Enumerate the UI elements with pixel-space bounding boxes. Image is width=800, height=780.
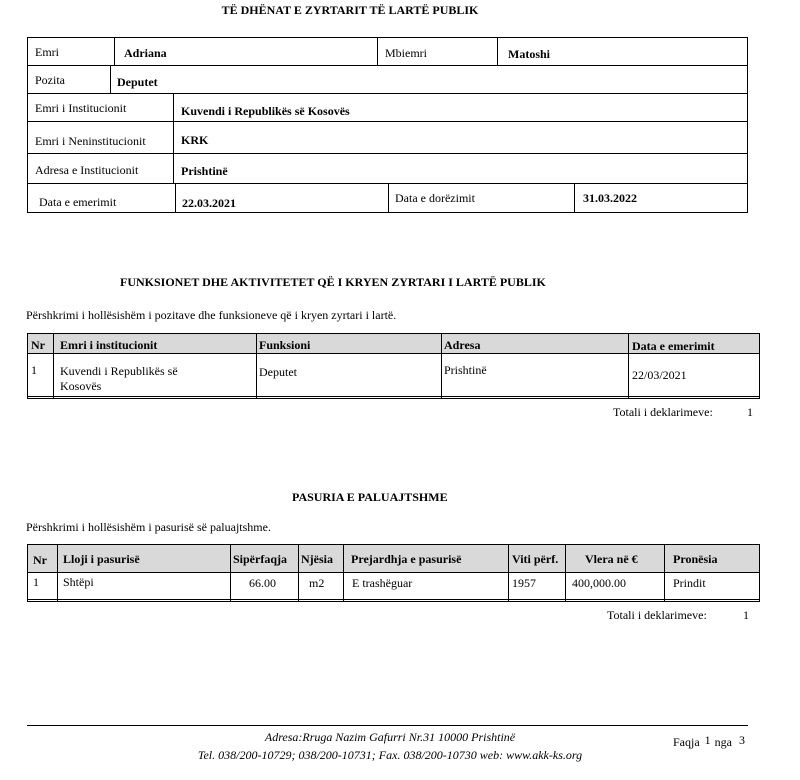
functions-section-title: FUNKSIONET DHE AKTIVITETET QË I KRYEN ZYRTARI I LARTË PUBLIK	[120, 275, 546, 289]
assets-row-unit: m2	[309, 576, 325, 590]
address-label: Adresa e Institucionit	[35, 163, 139, 177]
institution-value: Kuvendi i Republikës së Kosovës	[181, 104, 350, 118]
footer-address: Adresa:Rruga Nazim Gafurri Nr.31 10000 Prishtinë	[264, 730, 516, 744]
assets-header-value: Vlera në €	[585, 552, 638, 566]
page-number: 1	[704, 733, 711, 747]
functions-row-institution-line1: Kuvendi i Republikës së	[60, 364, 178, 378]
functions-row-nr: 1	[31, 363, 37, 377]
appointment-date-value: 22.03.2021	[182, 196, 236, 210]
sub-institution-label: Emri i Neninstitucionit	[35, 134, 146, 148]
page-total: 3	[739, 733, 745, 747]
address-value: Prishtinë	[181, 164, 228, 178]
first-name-value: Adriana	[124, 46, 167, 60]
assets-row-type: Shtëpi	[63, 575, 94, 589]
assets-row-value: 400,000.00	[572, 576, 626, 590]
assets-row-ownership: Prindit	[673, 576, 706, 590]
assets-header-origin: Prejardhja e pasurisë	[351, 552, 462, 566]
footer-divider	[27, 725, 748, 726]
functions-total-value: 1	[747, 405, 753, 419]
submission-date-label: Data e dorëzimit	[395, 191, 475, 205]
position-value: Deputet	[117, 75, 158, 89]
functions-header-function: Funksioni	[259, 338, 311, 352]
assets-header-nr: Nr	[33, 553, 47, 567]
assets-header-type: Lloji i pasurisë	[63, 552, 140, 566]
assets-header-area: Sipërfaqja	[233, 552, 287, 566]
sub-institution-value: KRK	[181, 133, 209, 147]
last-name-label: Mbiemri	[385, 46, 427, 60]
functions-header-date: Data e emerimit	[632, 339, 715, 353]
assets-total-label: Totali i deklarimeve:	[607, 608, 707, 622]
assets-header-ownership: Pronësia	[673, 552, 718, 566]
assets-total-value: 1	[743, 608, 749, 622]
functions-header-institution: Emri i institucionit	[60, 338, 158, 352]
appointment-date-label: Data e emerimit	[39, 195, 117, 209]
functions-total-label: Totali i deklarimeve:	[613, 405, 713, 419]
page-of-label: nga	[714, 735, 732, 749]
assets-row-area: 66.00	[249, 576, 276, 590]
assets-header-year: Viti përf.	[512, 552, 559, 566]
assets-row-origin: E trashëguar	[352, 576, 413, 590]
functions-row-date: 22/03/2021	[632, 368, 687, 382]
functions-row-institution-line2: Kosovës	[60, 379, 102, 393]
functions-row-address: Prishtinë	[444, 363, 487, 377]
last-name-value: Matoshi	[508, 47, 550, 61]
page-label: Faqja	[673, 735, 700, 749]
functions-row-function: Deputet	[259, 365, 297, 379]
assets-description: Përshkrimi i hollësishëm i pasurisë së paluajtshme.	[26, 520, 271, 534]
institution-label: Emri i Institucionit	[35, 101, 127, 115]
personal-section-title: TË DHËNAT E ZYRTARIT TË LARTË PUBLIK	[221, 3, 479, 17]
position-label: Pozita	[35, 73, 65, 87]
submission-date-value: 31.03.2022	[583, 191, 637, 205]
assets-header-unit: Njësia	[301, 552, 333, 566]
functions-header-nr: Nr	[31, 338, 45, 352]
assets-row-year: 1957	[512, 576, 536, 590]
page-indicator	[673, 735, 745, 750]
assets-row-nr: 1	[33, 575, 39, 589]
functions-description: Përshkrimi i hollësishëm i pozitave dhe funksioneve që i kryen zyrtari i lartë.	[26, 308, 397, 322]
first-name-label: Emri	[35, 45, 59, 59]
functions-header-address: Adresa	[444, 338, 481, 352]
assets-section-title: PASURIA E PALUAJTSHME	[292, 490, 448, 504]
footer-contacts: Tel. 038/200-10729; 038/200-10731; Fax. 038/200-10730 web: www.akk-ks.org	[197, 748, 583, 762]
